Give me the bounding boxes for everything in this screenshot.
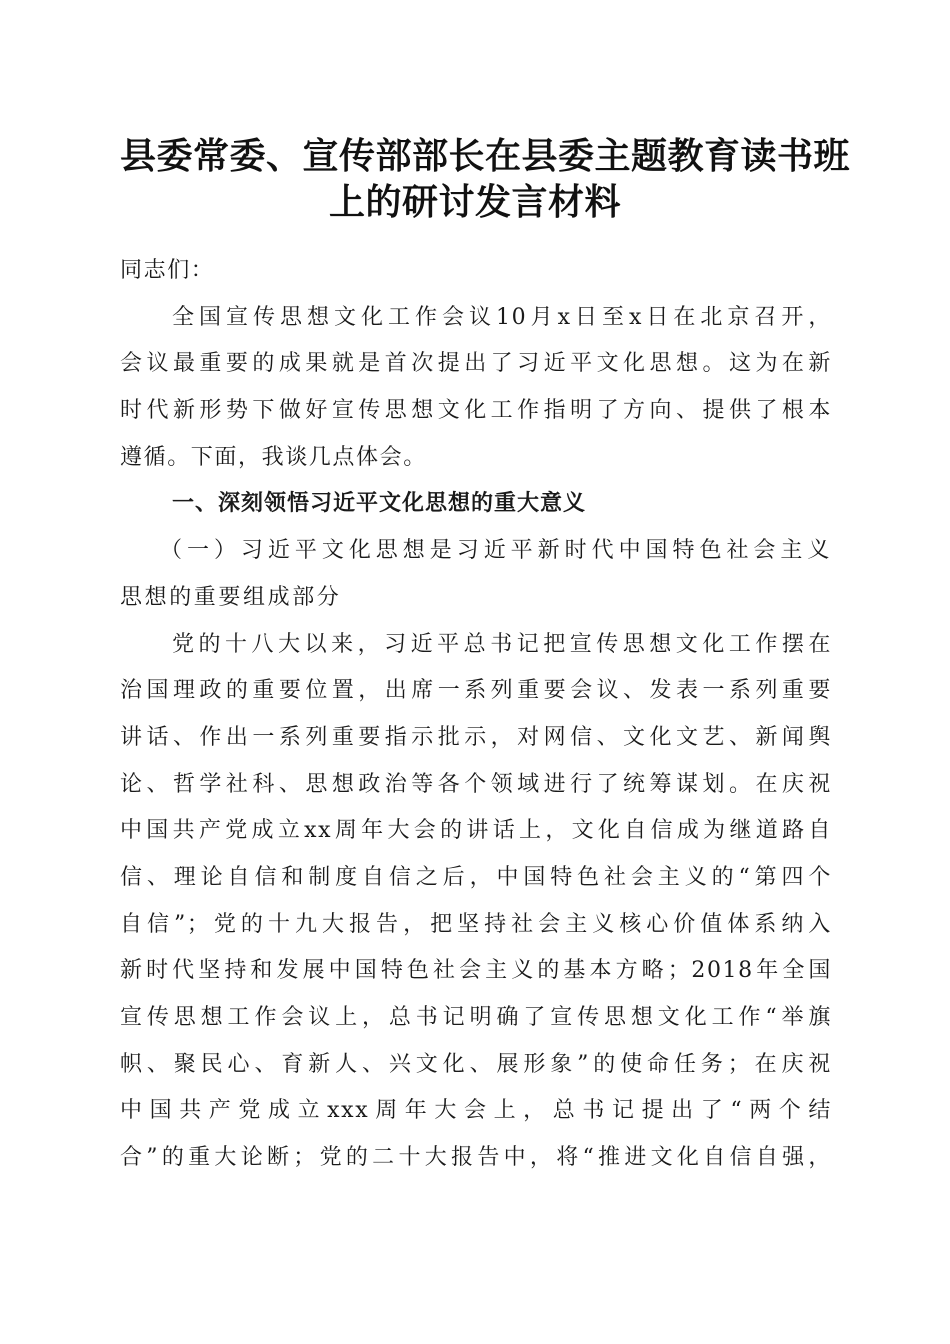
paragraph-line: 治国理政的重要位置，出席一系列重要会议、发表一系列重要 — [120, 678, 832, 704]
paragraph-line: 自信”；党的十九大报告，把坚持社会主义核心价值体系纳入 — [120, 911, 832, 937]
subsection-heading — [120, 528, 832, 621]
document-body — [120, 248, 832, 1182]
body-paragraph — [120, 622, 832, 1182]
paragraph-line: 宣传思想工作会议上，总书记明确了宣传思想文化工作“举旗 — [120, 1005, 832, 1030]
paragraph-line: 合”的重大论断；党的二十大报告中，将“推进文化自信自强， — [120, 1145, 832, 1171]
salutation: 同志们： — [120, 258, 215, 283]
section-heading: 一、深刻领悟习近平文化思想的重大意义 — [172, 491, 587, 517]
intro-paragraph — [120, 295, 832, 482]
paragraph-line: 中国共产党成立xx周年大会的讲话上，文化自信成为继道路自 — [120, 818, 832, 844]
paragraph-line: 信、理论自信和制度自信之后，中国特色社会主义的“第四个 — [120, 864, 832, 890]
subsection-heading-line: （一）习近平文化思想是习近平新时代中国特色社会主义 — [160, 538, 832, 564]
paragraph-line: 中国共产党成立xxx周年大会上，总书记提出了“两个结 — [120, 1098, 832, 1124]
paragraph-line: 新时代坚持和发展中国特色社会主义的基本方略；2018年全国 — [120, 958, 832, 984]
intro-line: 会议最重要的成果就是首次提出了习近平文化思想。这为在新 — [120, 351, 832, 377]
paragraph-line: 帜、聚民心、育新人、兴文化、展形象”的使命任务；在庆祝 — [120, 1051, 832, 1077]
paragraph-line: 论、哲学社科、思想政治等各个领域进行了统筹谋划。在庆祝 — [120, 771, 832, 797]
title-line-1: 县委常委、宣传部部长在县委主题教育读书班 — [120, 136, 851, 177]
title-line-2: 上的研讨发言材料 — [328, 182, 621, 223]
intro-line: 遵循。下面，我谈几点体会。 — [120, 444, 427, 470]
paragraph-line: 讲话、作出一系列重要指示批示，对网信、文化文艺、新闻舆 — [120, 724, 832, 750]
intro-line: 时代新形势下做好宣传思想文化工作指明了方向、提供了根本 — [120, 398, 832, 424]
subsection-heading-line: 思想的重要组成部分 — [120, 584, 342, 610]
document-title — [120, 134, 851, 226]
intro-line: 全国宣传思想文化工作会议10月x日至x日在北京召开， — [172, 304, 832, 330]
paragraph-line: 党的十八大以来，习近平总书记把宣传思想文化工作摆在 — [172, 631, 832, 657]
